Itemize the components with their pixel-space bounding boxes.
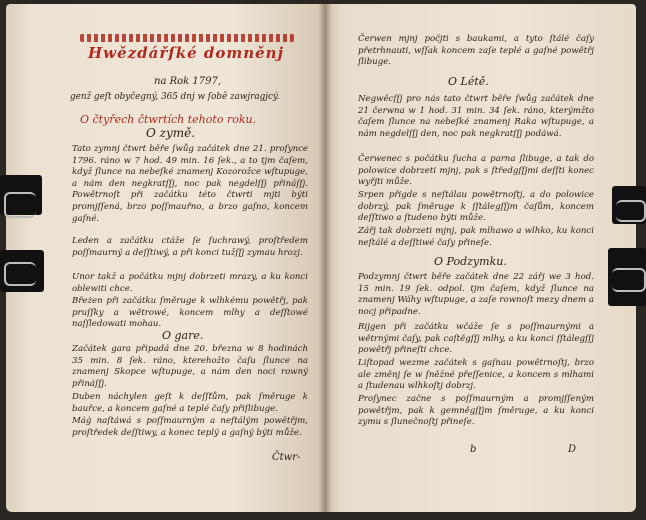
winter-paragraph-2: Leden a začátku ctáže ſe ſuchrawý, proſtředem poſſmaurný a deſſtiwý, a při konci tužſſj zymau hrozj.	[72, 236, 308, 258]
autumn-paragraph-4: Proſynec začne s poſſmaurným a promjſſeným powětřjm, pak k gemněgſſjm ſměruge, a ku konci zymu s ſlunečnoſtj přineſe.	[358, 394, 594, 428]
summer-heading: O Létě.	[448, 75, 489, 88]
clip-wire	[612, 268, 646, 292]
winter-paragraph-3: Unor takž a počátku mjnj dobrzeti mrazy, a ku konci oblewiti chce.	[72, 272, 308, 294]
autumn-paragraph-1: Podzymnj čtwrt běře začátek dne 22 zářj we 3 hod. 15 min. 19 ſek. odpol. tjm čaſem, když ſlunce na znamenj Wáhy wſtupuge, a zaſe rownoſt mezy dnem a nocj připadne.	[358, 272, 594, 317]
summer-paragraph-1: Negwěcſſj pro nás tato čtwrt běře ſwůg začátek dne 21 čerwna w 1 hod. 31 min. 34 ſek. ráno, kterýmžto čaſem ſlunce na nebeſké znamenj Raka wſtupuge, a nám negdelſſj den, noc pak negkratſſj podáwá.	[358, 94, 594, 139]
clip-wire	[616, 200, 646, 222]
autumn-paragraph-3: Liſtopad wezme začátek s gaſnau powětrnoſtj, brzo ale změnj ſe w ſněžné přeſſenice, a koncem s mlhami a ſtudenau wlhkoſtj dobrzj.	[358, 358, 594, 392]
book-gutter	[318, 4, 332, 512]
june-paragraph: Čerwen mjnj počjti s baukami, a tyto ſtálé čaſy přetrhnauti, wſſak koncem zaſe teplé a gaſné powětřj ſlibuge.	[358, 34, 594, 68]
open-book	[6, 4, 638, 516]
spring-paragraph-1: Začátek gara připadá dne 20. března w 8 hodinách 35 min. 8 ſek. ráno, kterehožto čaſu ſlunce na znamenj Skopce wſtupuge, a nám den noci rowný přináſſj.	[72, 344, 308, 389]
header-ornament	[80, 34, 294, 42]
winter-paragraph-1: Tato zymnj čtwrt běře ſwůg začátek dne 21. proſynce 1796. ráno w 7 hod. 49 min. 16 ſek., a to tjm čaſem, když ſlunce na nebeſké znamenj Kozorožce wſtupuge, a nám den negkratſſj, noc pak negdelſſj přináſſj. Powětrnoſt při začátku této čtwrti mjti býti promjſſená, brzo poſſmauřno, a brzo gaſno, koncem gaſné.	[72, 144, 308, 224]
subtitle-description: genž geſt obyčegný, 365 dnj w ſobě zawjragjcý.	[70, 92, 280, 102]
summer-paragraph-2: Čerwenec s počátku ſucha a parna ſlibuge, a tak do polowice dobrzeti mjnj, pak s ſtředgſſjmi deſſti konec wyřjti může.	[358, 154, 594, 188]
winter-heading: O zymě.	[146, 126, 196, 140]
summer-paragraph-4: Zářj tak dobrzeti mjnj, pak mlhawo a wlhko, ku konci neſtálé a deſſtiwé čaſy přineſe.	[358, 226, 594, 248]
signature-mark: b	[470, 444, 477, 455]
spring-heading: O gare.	[162, 329, 204, 342]
clip-wire	[4, 262, 36, 286]
rubric: O čtyřech čtwrtích tehoto roku.	[80, 113, 257, 126]
catchword-right: D	[568, 444, 577, 455]
right-page	[324, 4, 636, 512]
page-title: Hwězdářſké domněnj	[88, 44, 285, 62]
autumn-heading: O Podzymku.	[434, 255, 507, 268]
clip-wire	[4, 192, 36, 218]
winter-paragraph-4: Břeżen při začátku ſměruge k wlhkému powětřj, pak pruſſky a wětrowé, koncem mlhy a deſſtowé naſſledowati mohau.	[72, 296, 308, 330]
summer-paragraph-3: Srpen přigde s neſtálau powětrnoſtj, a do polowice dobrzý, pak ſměruge k ſſtálegſſjm čaſům, koncem deſſtiwo a ſtudeno býti může.	[358, 190, 594, 224]
catchword-left: Čtwr-	[272, 452, 301, 463]
spring-paragraph-3: Máġ naſtáwá s poſſmaurným a neſtálým powětřjm, proſtředek deſſtiwy, a konec teplý a gaſný býti může.	[72, 416, 308, 438]
subtitle-year: na Rok 1797,	[154, 76, 221, 87]
spring-paragraph-2: Duben náchylen geſt k deſſťům, pak ſměruge k bauřce, a koncem gaſné a teplé čaſy přiſlibuge.	[72, 392, 308, 414]
autumn-paragraph-2: Rijgen při začátku wčáže ſe s poſſmaurnými a wětrnými čaſy, pak caſtěgſſj mlhy, a ku konci ſſtálegſſj powětřj přineſti chce.	[358, 322, 594, 356]
left-page	[6, 4, 324, 512]
